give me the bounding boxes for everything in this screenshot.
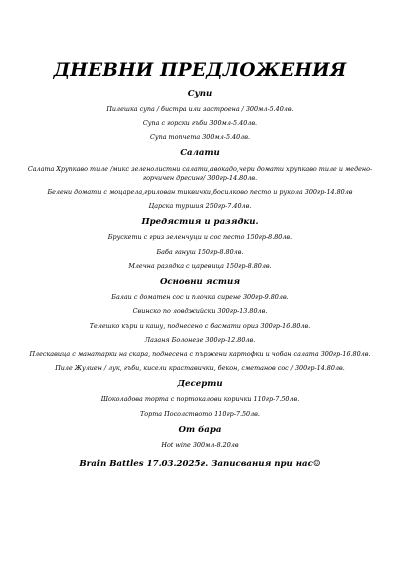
section-heading-soups: Супи xyxy=(187,88,213,99)
menu-item: Hot wine 300мл-8.20лв xyxy=(161,441,239,450)
menu-item: Лазаня Болонезе 300гр-12.80лв. xyxy=(144,335,256,344)
menu-page xyxy=(0,60,400,470)
menu-item: Свинско по ловджийски 300гр-13.80лв. xyxy=(132,307,268,316)
menu-item: Пилешка супа / бистра или застроена / 300мл-5.40лв. xyxy=(106,105,294,114)
section-heading-mains: Основни ястия xyxy=(159,276,241,287)
section-heading-starters: Предястия и разядки. xyxy=(141,216,259,227)
menu-item: Пиле Жулиен / лук, гъби, кисели краставички, бекон, сметанов сос / 300гр-14.80лв. xyxy=(55,363,345,372)
menu-item: Салата Хрупкаво тиле /микс зеленолистни салати,авокадо,чери домати хрупкаво тиле и медено-горчичен дресинг/ 300гр-14.80лв. xyxy=(27,165,373,182)
event-announcement-text: Brain Battles 17.03.2025г. Записвания при нас xyxy=(79,458,313,469)
menu-item: Балаи с доматен сос и плочка сирене 300гр-9.80лв. xyxy=(111,293,289,302)
menu-item: Царска туршия 250гр-7.40лв. xyxy=(148,201,252,210)
menu-item: Супа с горски гъби 300мл-5.40лв. xyxy=(142,119,258,128)
section-heading-salads: Салати xyxy=(180,148,220,159)
menu-item: Белени домати с моцарела,грилован тиквички,босилково песто и рукола 300гр-14.80лв xyxy=(47,187,353,196)
smiley-icon: ☺ xyxy=(312,458,321,469)
section-heading-desserts: Десерти xyxy=(177,378,223,389)
menu-item: Шоколадова торта с портокалови корички 110гр-7.50лв. xyxy=(100,395,300,404)
section-heading-bar: От бара xyxy=(178,424,222,435)
menu-item: Млечна разядка с царевица 150гр-8.80лв. xyxy=(128,261,272,270)
menu-item: Баба гануш 150гр-8.80лв. xyxy=(156,247,244,256)
menu-item: Плескавица с манатарки на скара, поднесена с пържени картофки и чобан салата 300гр-16.80лв. xyxy=(29,349,371,358)
menu-item: Супа топчета 300мл-5.40лв. xyxy=(149,133,250,142)
menu-item: Телешко къри и кашу, поднесено с басмати ориз 300гр-16.80лв. xyxy=(89,321,311,330)
menu-item: Торта Посолството 110гр-7.50лв. xyxy=(140,409,260,418)
event-announcement xyxy=(0,458,400,470)
menu-item: Брускети с гриз зеленчуци и сос песто 150гр-8.80лв. xyxy=(107,233,293,242)
page-title: ДНЕВНИ ПРЕДЛОЖЕНИЯ xyxy=(53,60,347,81)
